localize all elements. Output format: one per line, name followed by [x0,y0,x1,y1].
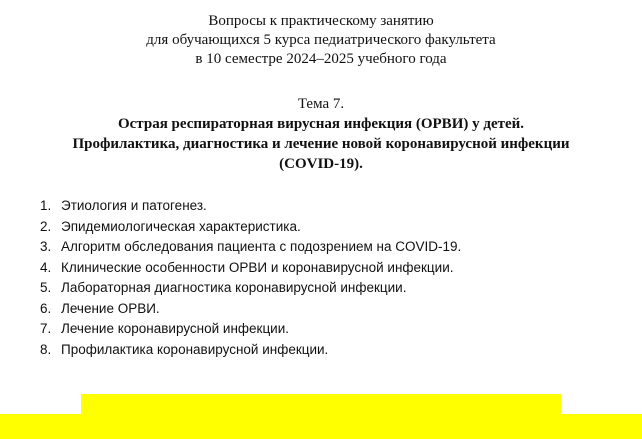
list-item-text: Эпидемиологическая характеристика. [61,218,301,234]
list-item-text: Этиология и патогенез. [61,198,207,213]
list-item-text: Лечение ОРВИ. [61,300,160,316]
list-item-number: 3. [40,239,52,254]
list-item-number: 6. [40,300,52,316]
list-item-number: 1. [40,198,52,213]
topic-block [0,94,642,174]
list-item [40,237,461,258]
list-item [40,299,461,320]
list-item-number: 8. [40,341,52,357]
list-item-number: 5. [40,280,52,295]
header-line-2: для обучающихся 5 курса педиатрического факультета [146,32,496,48]
list-item-number: 2. [40,218,52,234]
list-item-number: 4. [40,259,52,275]
list-item [40,340,461,361]
list-item-number: 7. [40,321,52,336]
document-header [0,12,642,69]
list-item-text: Клинические особенности ОРВИ и коронавирусной инфекции. [61,259,454,275]
list-item [40,258,461,279]
question-list [40,196,461,360]
list-item [40,278,461,299]
list-item-text: Алгоритм обследования пациента с подозрением на COVID-19. [61,239,462,254]
header-line-3: в 10 семестре 2024–2025 учебного года [195,51,447,67]
header-line-1: Вопросы к практическому занятию [208,13,434,29]
list-item [40,319,461,340]
list-item [40,217,461,238]
list-item-text: Лабораторная диагностика коронавирусной инфекции. [61,280,407,295]
topic-number: Тема 7. [297,96,345,112]
topic-title-line-2: Профилактика, диагностика и лечение новой коронавирусной инфекции [72,136,570,152]
topic-title-line-1: Острая респираторная вирусная инфекция (ОРВИ) у детей. [117,116,525,132]
list-item-text: Лечение коронавирусной инфекции. [61,321,290,336]
highlight-bar-lower [0,414,642,439]
topic-title-line-3: (COVID-19). [279,156,363,172]
highlight-bar-upper [81,394,561,414]
list-item-text: Профилактика коронавирусной инфекции. [61,341,329,357]
list-item [40,196,461,217]
